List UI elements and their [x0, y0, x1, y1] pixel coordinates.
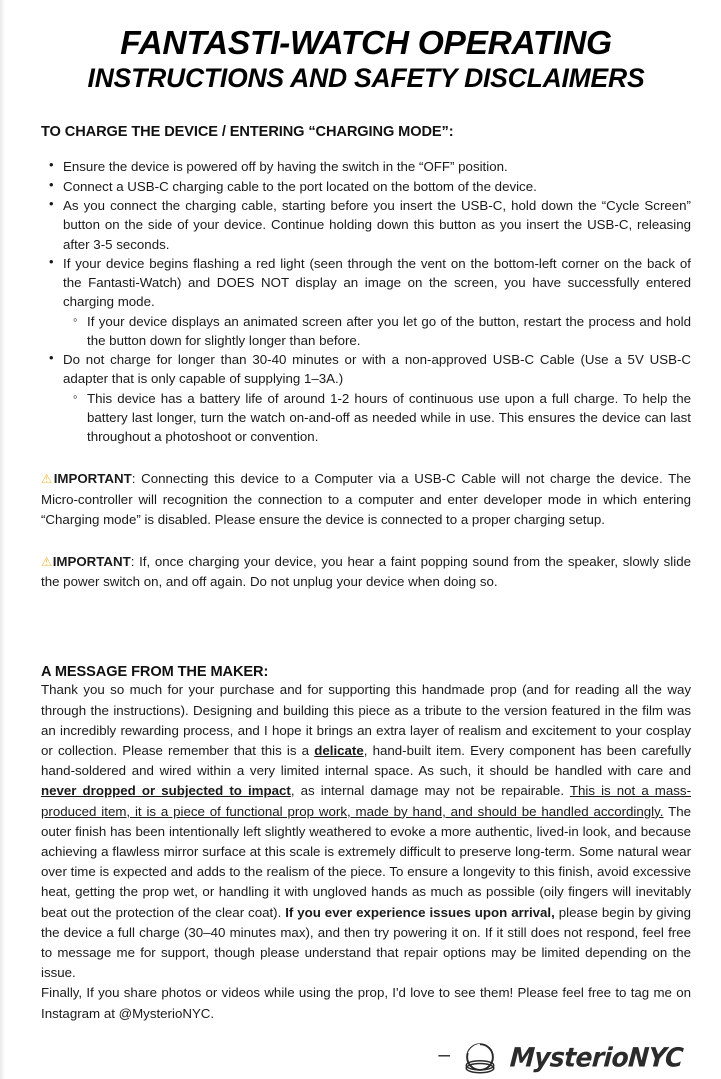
section-heading-maker: A MESSAGE FROM THE MAKER:: [41, 664, 269, 681]
list-item: [63, 350, 691, 446]
section-heading-charging: TO CHARGE THE DEVICE / ENTERING “CHARGING MODE”:: [41, 124, 454, 141]
charging-instruction-list: [41, 157, 691, 446]
section-spacer: [41, 592, 691, 664]
list-item: [63, 254, 691, 350]
important-notice-2-text: [41, 552, 691, 592]
signature-dash: –: [438, 1043, 451, 1067]
important-label: IMPORTANT: [52, 554, 131, 570]
signature-block: [41, 1035, 691, 1079]
bullet-text: • If your device begins flashing a red light (seen through the vent on the bottom-left corner on the back of the Fantasti-Watch) and DOES NOT display an image on the screen, you have successfully entered charging mode.: [63, 254, 691, 312]
important-notice-1: [41, 469, 691, 530]
charging-sub-list: [63, 389, 691, 447]
sub-list-item: ◦ This device has a battery life of around 1-2 hours of continuous use upon a full charge. To help the battery last longer, turn the watch on-and-off as needed while in use. This ensures the device can last throughout a photoshoot or convention.: [87, 389, 691, 447]
important-body: Connecting this device to a Computer via a USB-C Cable will not charge the device. The Micro-controller will recognition the connection to a computer and enter developer mode in which entering “Charging mode” is disabled. Please ensure the device is connected to a proper charging setup.: [41, 471, 691, 527]
maker-text-part-4: The outer finish has been intentionally left slightly weathered to evoke a more authentic, lived-in look, and because achieving a flawless mirror surface at this scale is extremely difficult to preserve long-term. Some natural wear over time is expected and adds to the realism of the piece. To ensure a longevity to this finish, avoid excessive heat, getting the prop wet, or handling it with ungloved hands as much as possible (oily fingers will inevitably beat out the protection of the clear coat).: [41, 803, 692, 920]
bullet-text: • Do not charge for longer than 30-40 minutes or with a non-approved USB-C Cable (Use a 5V USB-C adapter that is only capable of supplying 1–3A.): [63, 350, 691, 389]
maker-text-part-2: , hand-built item. Every component has been carefully hand-soldered and wired within a very limited internal space. As such, it should be handled with care and: [41, 743, 691, 779]
maker-text-part-5: please begin by giving the device a full charge (30–40 minutes max), and then try powering it on. If it still does not respond, feel free to message me for support, though please understand that repair options may be limited depending on the issue.: [41, 904, 691, 981]
emphasis-delicate: delicate: [314, 743, 364, 759]
maker-text-part-1: Thank you so much for your purchase and for supporting this handmade prop (and for reading all the way through the instructions). Designing and building this piece as a tribute to the version featured in the film was an incredibly rewarding process, and I hope it brings an extra layer of realism and excitement to your cosplay or collection. Please remember that this is a: [41, 682, 691, 759]
document-content: [41, 0, 691, 1079]
warning-triangle-icon: ⚠: [41, 472, 54, 487]
bullet-text: • As you connect the charging cable, starting before you insert the USB-C, hold down the “Cycle Screen” button on the side of your device. Continue holding down this button as you insert the USB-C, releasing after 3-5 seconds.: [63, 196, 691, 254]
charging-sub-list: [63, 312, 691, 351]
emphasis-never-dropped: never dropped or subjected to impact: [41, 783, 291, 799]
title-line-2: INSTRUCTIONS AND SAFETY DISCLAIMERS: [87, 63, 645, 94]
important-separator: :: [130, 554, 140, 570]
maker-message-paragraph: [41, 680, 691, 983]
emphasis-issues-upon-arrival: If you ever experience issues upon arrival,: [285, 904, 555, 920]
signature-name: MysterioNYC: [509, 1042, 685, 1074]
important-label: IMPORTANT: [53, 471, 132, 487]
maker-text-part-3: , as internal damage may not be repairable.: [290, 783, 570, 799]
list-item: [63, 177, 691, 196]
warning-triangle-icon: ⚠: [41, 555, 53, 570]
important-body: If, once charging your device, you hear a faint popping sound from the speaker, slowly slide the power switch on, and off again. Do not unplug your device when doing so.: [41, 554, 691, 590]
bullet-text: • Connect a USB-C charging cable to the port located on the bottom of the device.: [63, 177, 691, 196]
list-item: [63, 157, 691, 176]
bullet-text: • Ensure the device is powered off by having the switch in the “OFF” position.: [63, 157, 691, 176]
emphasis-not-mass-produced: This is not a mass-produced item, it is a piece of functional prop work, made by hand, and should be handled accordingly.: [41, 783, 691, 819]
title-line-1: FANTASTI-WATCH OPERATING: [120, 25, 612, 62]
important-notice-2: [41, 552, 691, 592]
maker-closing-paragraph: Finally, If you share photos or videos while using the prop, I'd love to see them! Please feel free to tag me on Instagram at @MysterioNYC.: [41, 985, 691, 1021]
important-notice-1-text: [41, 469, 691, 530]
page-edge-strip: [0, 0, 5, 1079]
sub-list-item: ◦ If your device displays an animated screen after you let go of the button, restart the process and hold the button down for slightly longer than before.: [87, 312, 691, 351]
fishbowl-helmet-logo: [457, 1035, 503, 1079]
important-separator: :: [131, 471, 142, 487]
document-title: [41, 0, 691, 94]
list-item: [63, 196, 691, 254]
